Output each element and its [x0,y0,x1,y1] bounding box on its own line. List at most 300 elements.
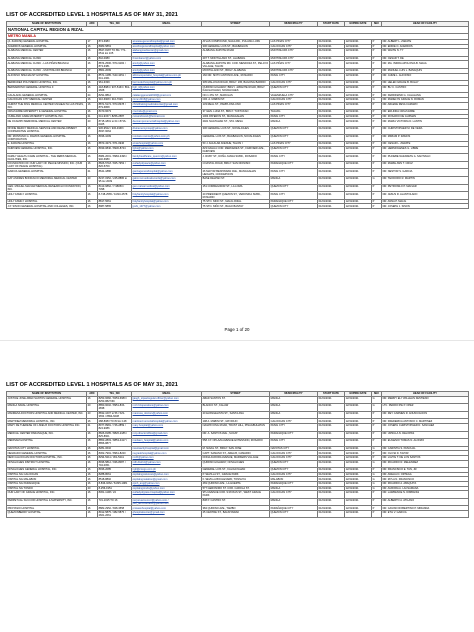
table-cell: 8817-5661 [98,199,132,204]
table-cell: 16 [87,446,98,451]
table-cell[interactable]: ospitalngcaloocan@yahoo.com [132,472,202,477]
table-cell: LAS PIÑAS CITY [270,61,318,69]
table-cell[interactable]: garciageneralhospital@yahoo.com [132,169,202,177]
table-cell: 12/31/2021 [345,460,372,468]
table-cell: G [372,396,382,404]
table-cell[interactable]: qhospitalcenter@gmail.com [132,510,202,518]
table-cell: 12/31/2021 [345,97,372,102]
table-cell[interactable]: cruzrabe@gmail.com [132,110,202,115]
table-cell: QUEZON CITY [270,126,318,134]
table-cell: FOUNDATION OF OUR LADY OF PEACE MISSION, INC. (OUR LADY OF PEACE HOSPITAL) [7,161,87,169]
table-cell[interactable]: gabmmcmedicalrecords@yahoo.com [132,177,202,185]
table-cell[interactable]: negradohospital@yahoo.com [132,451,202,456]
column-header: EXPIRE DATE [345,392,372,397]
table-cell[interactable]: mnh.fctoperations@yahoo.com [132,404,202,412]
table-cell: NO.1 4TH ST., MARULAS [202,93,270,98]
table-cell: CALOOCAN CITY [270,491,318,499]
table-cell: P [372,498,382,506]
table-cell: 1004 PATEROS ST., MANGGAHAN [202,114,270,119]
table-cell: P [372,126,382,134]
table-cell: OUR LADY OF GRACE HOSPITAL, INC. [7,491,87,499]
table-cell: DR. MADELYN GRACE N. ROMAN [382,97,469,102]
table-cell: DR. CESAR L. ZARATE [382,142,469,147]
table-cell: OSPITAL NG CALOOCAN [7,472,87,477]
column-header: TEL_NO [98,22,132,27]
table-row [7,510,469,518]
table-cell: 16 [87,102,98,110]
table-cell: OSPITAL NG PARAÑAQUE [7,481,87,486]
table-cell: 16 [87,81,98,86]
table-cell: 8983-5863 [98,44,132,49]
table-row [7,169,469,177]
table-cell: 20 [87,411,98,419]
table-row [7,404,469,412]
table-cell: QUEZON CITY [270,146,318,154]
table-cell: OSPITAL NG MALABON [7,477,87,482]
table-cell: BERMUDEZ POLYMEDIC HOSPITAL, INC. [7,81,87,86]
table-cell: 01/01/2021 [318,110,345,115]
table-cell: 8715-1801 to 04 / 8716-0405 [98,119,132,127]
table-cell: 12/31/2021 [345,126,372,134]
table-cell: 16 [87,419,98,424]
table-cell: 8281-0632 [98,446,132,451]
table-cell: DR. FREDERICA ANTONIO C. MARTINEZ [382,419,469,424]
table-cell[interactable]: ccmc.2015@yahoo.com [132,97,202,102]
table-cell: 12/31/2021 [345,142,372,147]
table-cell[interactable]: amclp@yahoo.com [132,61,202,69]
column-header: HEAD OF FACILITY [382,22,469,27]
subregion-label: METRO MANILA [7,33,469,39]
table-cell: 12/31/2021 [345,161,372,169]
table-cell: PASIG CITY [270,423,318,431]
table-cell: DR. RICARDO A. ABAQUITA [382,481,469,486]
table-cell: 133 REAL ST., PAMPLONA UNO [202,102,270,110]
table-cell: 12/31/2021 [345,93,372,98]
table-cell: 12/31/2021 [345,506,372,511]
table-cell: 384 QUIRINO AVE., TAMBO [202,506,270,511]
column-header: ARC [87,392,98,397]
table-cell: GEN. MIGUEL MALVAR MEDICAL RESEARCH FOUNDATION, INC. [7,184,87,192]
table-cell: 641-9157 / 8256-2587 [98,114,132,119]
table-cell: NOVALICHES DISTRICT HOSPITAL [7,460,87,468]
table-cell: G [372,97,382,102]
table-cell[interactable]: ngh@congo.com.ph [132,468,202,473]
table-cell: 8288-8061 [98,472,132,477]
table-cell: 8571-1285 / 643-3451 / 641-1961 [98,73,132,81]
table-cell: 842-0080 [98,56,132,61]
table-cell: DR. ETH V. GARCIA [382,510,469,518]
table-cell: 01/01/2021 [318,56,345,61]
table-cell: 01/01/2021 [318,477,345,482]
table-cell[interactable]: calalanggeneral2018@gmail.com [132,93,202,98]
table-cell: M. NAVAL ST., BRGY. SAN JOSE [202,446,270,451]
table-cell: DR. FRANCISCO E. TAN, JR. [382,468,469,473]
table-cell: 16 [87,199,98,204]
table-row [7,102,469,110]
table-cell[interactable]: navotascityhospital@gmail.com [132,446,202,451]
table-cell: 2921 NAGTAHAN ST., STA. MESA [202,119,270,127]
table-cell: 01/01/2021 [318,439,345,447]
table-cell: DR. CHRISTOPHER M. DE VERA [382,126,469,134]
region-row [7,26,469,33]
table-cell[interactable]: perpetual.succor@yahoo.com / psh_administrator@yahoo.com [132,498,202,506]
table-cell: 20 [87,486,98,491]
table-cell: DR. MANUEL LUIS L. BANAQUIS [382,68,469,73]
table-cell: CIR. A. MABINI ST. [202,97,270,102]
table-row [7,177,469,185]
table-cell: DR. MERRY ELY WILLELIN FESTIENO [382,396,469,404]
table-cell[interactable]: opnh_ang@yahoo.com [132,481,202,486]
table-cell: DR. JAIME L. ALFONSO [382,73,469,81]
table-cell: QUEZON CITY [270,134,318,142]
table-cell: 310-6908 / 310-7026 [98,97,132,102]
table-cell: DR. ANELIA D. ORTEGA [382,472,469,477]
table-cell: DR. EUGENIO TOMAS N. ALONZO [382,439,469,447]
table-cell: 8873-4373 / 871-6946 [98,142,132,147]
table-cell: P [372,134,382,142]
table-cell[interactable]: bgh_ii@yahoo.com [132,85,202,93]
table-cell: 12/31/2021 [345,419,372,424]
table-cell: LTC. PEDRO IPE P. OPEZ [382,404,469,412]
table-cell: NAVOTAS CITY HOSPITAL [7,446,87,451]
table-cell: MANILA [270,498,318,506]
table-cell: 01/01/2021 [318,49,345,57]
table-row [7,126,469,134]
column-header: STREET [202,392,270,397]
table-cell[interactable]: ospitalngmalabon@gmail.com [132,477,202,482]
table-cell: MANILA NAVAL HOSPITAL [7,404,87,412]
document-title-page-2: LIST OF ACCREDITED LEVEL 1 HOSPITALS AS OF MAY 31, 2021 [6,382,178,388]
table-cell: LAS PIÑAS CITY [270,142,318,147]
table-cell: DR. MIRIAM P. RAMOS [382,134,469,142]
table-cell: P [372,102,382,110]
table-cell: G [372,481,382,486]
table-cell: 16 [87,44,98,49]
table-cell: DR. GAVINO ROBERTINO P. MIRANDA [382,506,469,511]
table-cell: 8912-5875 / 382-5875 / 2661-2661 [98,510,132,518]
table-cell: 16 [87,97,98,102]
table-cell: 8826-5718 / 825-7953 / 826-5709 [98,161,132,169]
table-cell: CALOOCAN CITY [270,472,318,477]
table-cell: NEGRADO GENERAL HOSPITAL [7,451,87,456]
table-cell: 306 GENERAL LUIS ST., NOVALICHES [202,126,270,134]
table-cell[interactable]: manresa_doctors@yahoo.com [132,411,202,419]
table-cell: 01/01/2021 [318,455,345,460]
table-cell: ACERDOS GENERAL HOSPITAL [7,44,87,49]
table-cell: 12/31/2021 [345,192,372,200]
table-cell: 01/01/2021 [318,404,345,412]
table-cell: 12/31/2021 [345,146,372,154]
table-cell[interactable]: ndh.district@yahoo.com [132,460,202,468]
table-cell[interactable]: azarateegeneralhospital@gmail.com [132,40,202,45]
table-cell: 12/31/2021 [345,477,372,482]
table-cell: P [372,192,382,200]
table-cell: CRUZ-RABE MATERNITY & GENERAL HOSPITAL [7,110,87,115]
column-header: NAME OF INSTITUTION [7,22,87,27]
table-cell: DR. WHITE N. TY [382,49,469,57]
table-cell[interactable]: acerdosgeneralhospital@yahoo.com [132,44,202,49]
table-cell: PARAÑAQUE CITY [270,161,318,169]
table-cell: MANRESA DOCTORS HOSPITAL AND MEDICAL CENTER, INC. [7,411,87,419]
table-cell: 12/31/2021 [345,446,372,451]
table-cell: 01/01/2021 [318,498,345,506]
table-cell: 16 [87,85,98,93]
table-cell[interactable]: bermudezhospital@yahoo.com.ph [132,81,202,86]
table-cell: DR. ALBERT L. ZARATE [382,40,469,45]
table-cell: 16 [87,154,98,162]
table-cell[interactable]: jjasgh_stpaulregular.officer@yahoo.com [132,396,202,404]
table-cell: 12/31/2021 [345,510,372,518]
table-cell: 01/01/2021 [318,472,345,477]
table-cell: MANILA [270,177,318,185]
table-cell: 8847-8187 TO 89 / 771-0511 loc 105 [98,49,132,57]
table-cell: 16 [87,477,98,482]
table-cell: 12/31/2021 [345,134,372,142]
table-row [7,411,469,419]
table-cell: 12/31/2021 [345,119,372,127]
table-cell: CALOOCAN CITY [270,419,318,424]
table-cell: 01/01/2021 [318,102,345,110]
table-cell: CURE AND CARE MATERNITY HOSPITAL INC. [7,114,87,119]
table-cell: DR. JOSEPH CHRISTOPHER D. SANCHEZ [382,423,469,431]
table-cell[interactable]: medsam_hospital@yahoo.com [132,439,202,447]
table-cell: DR. ERLINDA CRUZ-RABE [382,110,469,115]
column-header: EMAIL [132,22,202,27]
table-cell: #23 DAHLIA COR. MERCEDES ST., FAIRVIEW AVE., FAIRVIEW [202,146,270,154]
table-cell: P [372,142,382,147]
table-cell[interactable]: ourladyofpeace@yahoo.com [132,161,202,169]
table-cell: P [372,423,382,431]
table-cell: 01/01/2021 [318,119,345,127]
column-header: MUNICIPALITY [270,22,318,27]
table-cell: 8641-1886 [98,169,132,177]
table-cell: LAS PIÑAS CITY [270,40,318,45]
table-cell: GENERAL LUIS ST., KALIGAYAHAN [202,468,270,473]
table-cell: 16 [87,61,98,69]
table-cell[interactable]: divinemercycoop@yahoo.com [132,126,202,134]
table-cell: 01/01/2021 [318,481,345,486]
table-cell[interactable]: ncdh@yahoo.com [132,455,202,460]
table-row [7,204,469,209]
table-cell: ALABANG ZAPOTE ROAD [202,49,270,57]
table-cell: 8832-1607 to 56 / 523-3654 / 8894-6038 [98,411,132,419]
table-cell: 12/31/2021 [345,199,372,204]
table-cell: DR. FERDINAND G. CALALANG [382,93,469,98]
table-cell[interactable]: jpshi_1977@yahoo.com [132,204,202,209]
table-cell: P [372,184,382,192]
table-cell[interactable]: cureandcare1@hotmail.com [132,114,202,119]
table-cell: 01/01/2021 [318,451,345,456]
table-cell: MANILA [270,119,318,127]
table-cell: 01/01/2021 [318,81,345,86]
table-cell: DR. PHOEBE NAZARETH A. SANTIAGO [382,154,469,162]
table-cell: 16 [87,455,98,460]
table-cell: ALABANG MEDICAL CLINIC [7,56,87,61]
table-cell: MEDISAM HOSPITAL [7,439,87,447]
table-cell[interactable]: familyhealthcare_quezon@yahoo.com [132,154,202,162]
table-cell: 21 [87,73,98,81]
table-cell[interactable]: gen.malvarmedical@yahoo.com [132,184,202,192]
table-cell: P [372,506,382,511]
column-header: HEAD OF FACILITY [382,392,469,397]
table-cell: QUEZON CITY [270,85,318,93]
table-cell: 17 [87,40,98,45]
table-cell: 12/31/2021 [345,481,372,486]
table-cell: 12/31/2021 [345,404,372,412]
table-row [7,154,469,162]
table-cell: 297 T. MONTILLANO ST., ALABANG [202,56,270,61]
table-cell: 16 [87,498,98,506]
table-cell[interactable]: alabangmedcenter@gmail.com [132,49,202,57]
table-cell: CHRIST THE KING MEDICAL CENTER UNIHEALTH LAS PIÑAS, INC. [7,102,87,110]
table-cell: 12/31/2021 [345,49,372,57]
table-cell: 8984-2001 / 8984-3496 / 940-6680 [98,154,132,162]
table-cell: 16 [87,468,98,473]
table-cell: 01/01/2021 [318,446,345,451]
table-cell: P [372,439,382,447]
table-cell: 16 [87,49,98,57]
table-cell: 8253-6682 / 8253-6680 / 8253-8827/69 [98,396,132,404]
table-cell: GENERAL LUIS ST., BAGBAGUIN, NOVALICHES [202,134,270,142]
table-cell: LAS PIÑAS CITY [270,102,318,110]
column-header: TEL_NO [98,392,132,397]
table-cell: G [372,446,382,451]
table-cell: 01/01/2021 [318,40,345,45]
region-label: NATIONAL CAPITAL REGION & RIZAL [7,26,469,33]
table-cell: VALENZUELA CITY [270,93,318,98]
table-cell[interactable]: mcp.directoroffice@gmail.com [132,431,202,439]
table-cell: 01/01/2021 [318,93,345,98]
table-cell: P [372,154,382,162]
table-cell: 01/01/2021 [318,114,345,119]
table-cell: DR. PETRONILO P. MALVAR [382,184,469,192]
table-cell: 874-6983 [98,40,132,45]
table-cell: 469 QUIRINO AVE., LA HUERTA [202,481,270,486]
document-title: LIST OF ACCREDITED LEVEL 1 HOSPITALS AS OF MAY 31, 2021 [6,12,178,18]
table-cell: P [372,61,382,69]
table-cell: MANILA [270,404,318,412]
table-cell: 12/31/2021 [345,169,372,177]
table-row [7,73,469,81]
table-cell: NOVALICHES GENERAL HOSPITAL, INC. [7,468,87,473]
table-cell[interactable]: holyfamilyhospital@yahoo.com [132,192,202,200]
table-cell: 01/01/2021 [318,61,345,69]
table-cell: 151 CORREGIDOR ST., LA LOMA [202,184,270,192]
table-cell: 01/01/2021 [318,423,345,431]
page-number: Page 1 of 20 [224,327,250,332]
table-cell[interactable]: mary.hospital@yahoo.com [132,423,202,431]
table-cell: 01/01/2021 [318,396,345,404]
table-cell: 21 [87,423,98,431]
table-cell: DR. MONTANO G. RAMOS GENERAL HOSPITAL CORPORATION [7,134,87,142]
table-cell[interactable]: ourladyofgrace.hospital@yahoo.com [132,491,202,499]
table-cell: P [372,119,382,127]
table-cell: DR. HELEN GRACE B. BULAY [382,81,469,86]
table-cell: 12/31/2021 [345,204,372,209]
table-cell: 24 [87,93,98,98]
table-cell: 8987-5865 [98,204,132,209]
table-cell: DE OCAMPO MEMORIAL MEDICAL CENTER [7,119,87,127]
table-cell: G [372,460,382,468]
table-cell: 12/31/2021 [345,61,372,69]
table-cell: NAGPAYONG ROAD, TRUST HILL, PINAGBUHATAN [202,423,270,431]
table-cell[interactable]: deocampomemorialhospital@yahoo.com [132,119,202,127]
table-cell[interactable]: alfonsospecialist_hospital@yahoo.com.ph [132,73,202,81]
table-cell: FAMILY HEALTH CARE HOSPITAL - THE REBIS MEDICAL FACILITIES, INC. [7,154,87,162]
hospital-table-page-2 [6,391,469,518]
table-cell[interactable]: montano.ramos@yahoo.com.ph [132,134,202,142]
table-cell: HOLY FAMILY HOSPITAL [7,192,87,200]
table-cell: 21 [87,114,98,119]
table-row [7,85,469,93]
table-cell[interactable]: protasiohospital@yahoo.com [132,506,202,511]
table-cell: 16 [87,134,98,142]
column-header: MUNICIPALITY [270,392,318,397]
table-cell[interactable]: fmsmitanez@yahoo.com [132,56,202,61]
table-cell: DR. LUZYE T. DE LOS SANTOS [382,455,469,460]
table-cell: BERNARDINO GENERAL HOSPITAL II [7,85,87,93]
table-cell: 37 GEN. LUNA ST., BRGY. TUKTUKAN [202,110,270,115]
table-cell: 198 A. MABINI ST., MAYPAJO [202,419,270,424]
table-cell: 936-9522 / 936-4968 / 8937-6064 [98,126,132,134]
table-cell[interactable]: holyfamilyhospital@yahoo.com [132,199,202,204]
table-cell: 16 [87,192,98,200]
table-cell: 16 [87,161,98,169]
table-cell: 8362-7991 / 8961-8220 [98,451,132,456]
table-cell: GARCIA GENERAL HOSPITAL [7,169,87,177]
table-cell: PASIG CITY [270,169,318,177]
table-cell: 12/31/2021 [345,491,372,499]
table-cell: 12/31/2021 [345,423,372,431]
table-cell: 12/31/2021 [345,114,372,119]
table-cell: QUEZON CITY [270,468,318,473]
table-cell: PROTASIO HOSPITAL [7,506,87,511]
table-cell: 12/31/2021 [345,154,372,162]
table-cell: 01/01/2021 [318,142,345,147]
table-cell: P [372,431,382,439]
table-cell: 20 [87,119,98,127]
table-cell: 12/31/2021 [345,110,372,115]
table-cell: 16 [87,472,98,477]
table-cell: P [372,455,382,460]
table-cell: 16 [87,439,98,447]
table-cell: 20 PRESIDENT QUEZON ST., VERONIKA SUBD., ROSARIO [202,192,270,200]
table-cell: 16 [87,126,98,134]
table-cell: TAGUIG [270,110,318,115]
table-cell: 01/01/2021 [318,68,345,73]
table-cell: MANILA [270,396,318,404]
table-cell: P [372,49,382,57]
table-cell: 8936-5812 / 936-8087 / 794-0051 [98,460,132,468]
table-cell[interactable]: ezatehospital@yahoo.com [132,142,202,147]
table-cell: PASIG CITY [270,154,318,162]
table-cell: 01/01/2021 [318,411,345,419]
table-cell: 50 J. AGUILAR AVENUE, TALON I [202,142,270,147]
table-cell: F. SEVILLA BOULEVARD, TONSUYA [202,477,270,482]
table-cell: COASTAL ROAD, BRGY. SAN DIONISIO [202,161,270,169]
table-cell: 12/31/2021 [345,184,372,192]
table-cell: MARTINEZ MEMORIAL HOSPITAL, INC. [7,419,87,424]
table-cell[interactable]: christthekingmedicalcenter@gmail.com [132,102,202,110]
table-cell[interactable]: amclp@yahoo.com [132,68,202,73]
table-cell: BASE DELPAN ST. [202,177,270,185]
table-cell[interactable]: ospitalngtondo@yahoo.com [132,486,202,491]
table-cell: 26 MAYOR BENITAWAN AVE., MANGGAHAN HEIGHTS, CONCEPCION [202,169,270,177]
table-cell: PARAÑAQUE CITY [270,431,318,439]
table-cell: 12/31/2021 [345,177,372,185]
table-cell[interactable]: martinezmemorialhospital@yahoo.com [132,419,202,424]
table-cell[interactable]: fghsi@yahoo.com [132,146,202,154]
